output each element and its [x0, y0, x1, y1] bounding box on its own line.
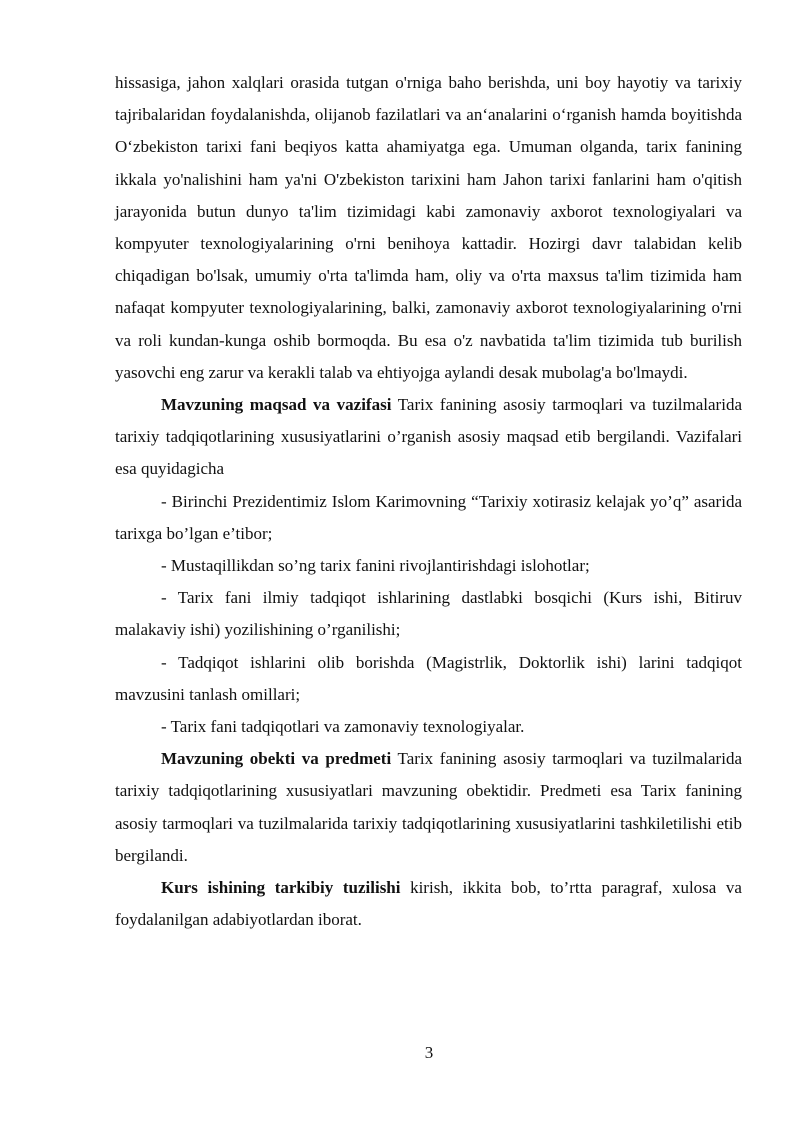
task-item-text: - Tadqiqot ishlarini olib borishda (Magistrlik, Doktorlik ishi) larini tadqiqot mavzusini tanlash omillari;: [115, 652, 742, 704]
section-heading-goal: Mavzuning maqsad va vazifasi: [161, 395, 392, 415]
section-heading-structure: Kurs ishining tarkibiy tuzilishi: [161, 878, 401, 898]
task-item-text: - Tarix fani tadqiqotlari va zamonaviy texnologiyalar.: [161, 717, 525, 737]
paragraph-goal-and-tasks: [115, 389, 742, 486]
document-page: [115, 67, 742, 936]
paragraph-text: hissasiga, jahon xalqlari orasida tutgan o'rniga baho berishda, uni boy hayotiy va tarixiy tajribalaridan foydalanishda, olijanob fazilatlari va an‘analarini o‘rganish hamda boyitishda O‘zbekiston tarixi fani beqiyos katta ahamiyatga ega. Umuman olganda, tarix fanining ikkala yo'nalishini ham ya'ni O'zbekiston tarixini ham Jahon tarixi fanlarini ham o'qitish jarayonida butun dunyo ta'lim tizimidagi kabi zamonaviy axborot texnologiyalari va kompyuter texnologiyalarining o'rni benihoya kattadir. Hozirgi davr talabidan kelib chiqadigan bo'lsak, umumiy o'rta ta'limda ham, oliy va o'rta maxsus ta'lim tizimida ham nafaqat kompyuter texnologiyalarining, balki, zamonaviy axborot texnologiyalarining o'rni va roli kundan-kunga oshib bormoqda. Bu esa o'z navbatida ta'lim tizimida tub burilish yasovchi eng zarur va kerakli talab va ehtiyojga aylandi desak mubolag'a bo'lmaydi.: [115, 73, 742, 382]
task-item-3: [115, 582, 742, 646]
task-item-text: - Birinchi Prezidentimiz Islom Karimovning “Tarixiy xotirasiz kelajak yo’q” asarida tarixga bo’lgan e’tibor;: [115, 491, 742, 543]
page-number: 3: [424, 1043, 434, 1062]
paragraph-structure: [115, 872, 742, 936]
paragraph-text: Tarix fanining asosiy tarmoqlari va tuzilmalarida tarixiy tadqiqotlarining xususiyatlari mavzuning obektidir. Predmeti esa Tarix fanining asosiy tarmoqlari va tuzilmalarida tarixiy tadqiqotlarining xususiyatlarini tashkiletilishi etib bergilandi.: [115, 749, 742, 865]
paragraph-text: kirish, ikkita bob, to’rtta paragraf, xulosa va foydalanilgan adabiyotlardan iborat.: [115, 878, 742, 930]
task-item-4: [115, 647, 742, 711]
paragraph-text: Tarix fanining asosiy tarmoqlari va tuzilmalarida tarixiy tadqiqotlarining xususiyatlarini o’rganish asosiy maqsad etib bergilandi. Vazifalari esa quyidagicha: [115, 395, 742, 479]
section-heading-object: Mavzuning obekti va predmeti: [161, 749, 392, 769]
task-item-2: [115, 550, 742, 582]
paragraph-intro-continuation: [115, 67, 742, 389]
task-item-text: - Tarix fani ilmiy tadqiqot ishlarining dastlabki bosqichi (Kurs ishi, Bitiruv malakaviy ishi) yozilishining o’rganilishi;: [115, 588, 742, 640]
task-item-5: [115, 711, 742, 743]
task-item-text: - Mustaqillikdan so’ng tarix fanini rivojlantirishdagi islohotlar;: [161, 556, 590, 576]
task-item-1: [115, 486, 742, 550]
paragraph-object-and-subject: [115, 743, 742, 872]
